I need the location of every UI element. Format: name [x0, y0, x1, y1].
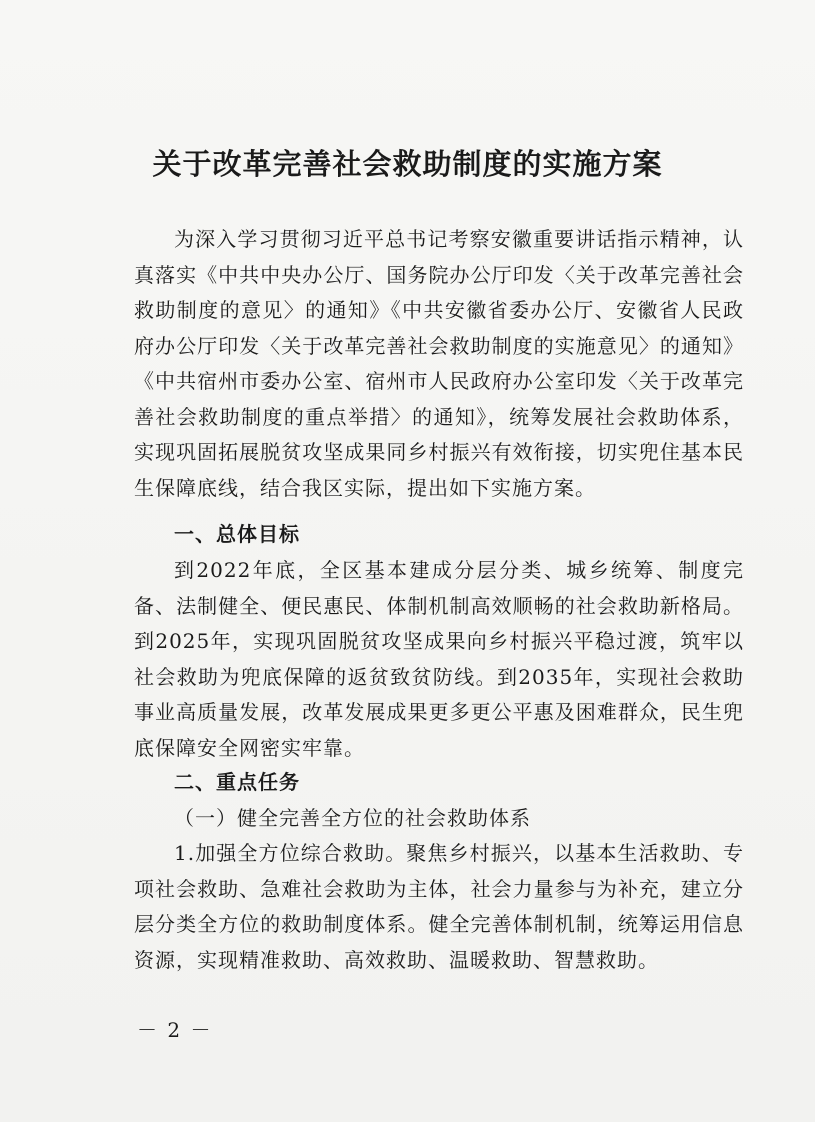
item1-paragraph: 1.加强全方位综合救助。聚焦乡村振兴，以基本生活救助、专项社会救助、急难社会救助为主体，社会力量参与为补充，建立分层分类全方位的救助制度体系。健全完善体制机制，统筹运用信息资源，实现精准救助、高效救助、温暖救助、智慧救助。	[134, 841, 744, 972]
document-title: 关于改革完善社会救助制度的实施方案	[152, 147, 663, 181]
section2-heading: 二、重点任务	[174, 770, 300, 794]
subsection1-heading: （一）健全完善全方位的社会救助体系	[174, 806, 531, 830]
page-number: － 2 －	[137, 1018, 213, 1042]
intro-paragraph: 为深入学习贯彻习近平总书记考察安徽重要讲话指示精神，认真落实《中共中央办公厅、国务院办公厅印发〈关于改革完善社会救助制度的意见〉的通知》《中共安徽省委办公厅、安徽省人民政府办公厅印发〈关于改革完善社会救助制度的实施意见〉的通知》《中共宿州市委办公室、宿州市人民政府办公室印发〈关于改革完善社会救助制度的重点举措〉的通知》，统筹发展社会救助体系，实现巩固拓展脱贫攻坚成果同乡村振兴有效衔接，切实兜住基本民生保障底线，结合我区实际，提出如下实施方案。	[134, 227, 744, 500]
section1-heading: 一、总体目标	[174, 522, 300, 546]
section1-paragraph: 到2022年底，全区基本建成分层分类、城乡统筹、制度完备、法制健全、便民惠民、体制机制高效顺畅的社会救助新格局。到2025年，实现巩固脱贫攻坚成果向乡村振兴平稳过渡，筑牢以社会救助为兜底保障的返贫致贫防线。到2035年，实现社会救助事业高质量发展，改革发展成果更多更公平惠及困难群众，民生兜底保障安全网密实牢靠。	[134, 558, 744, 760]
